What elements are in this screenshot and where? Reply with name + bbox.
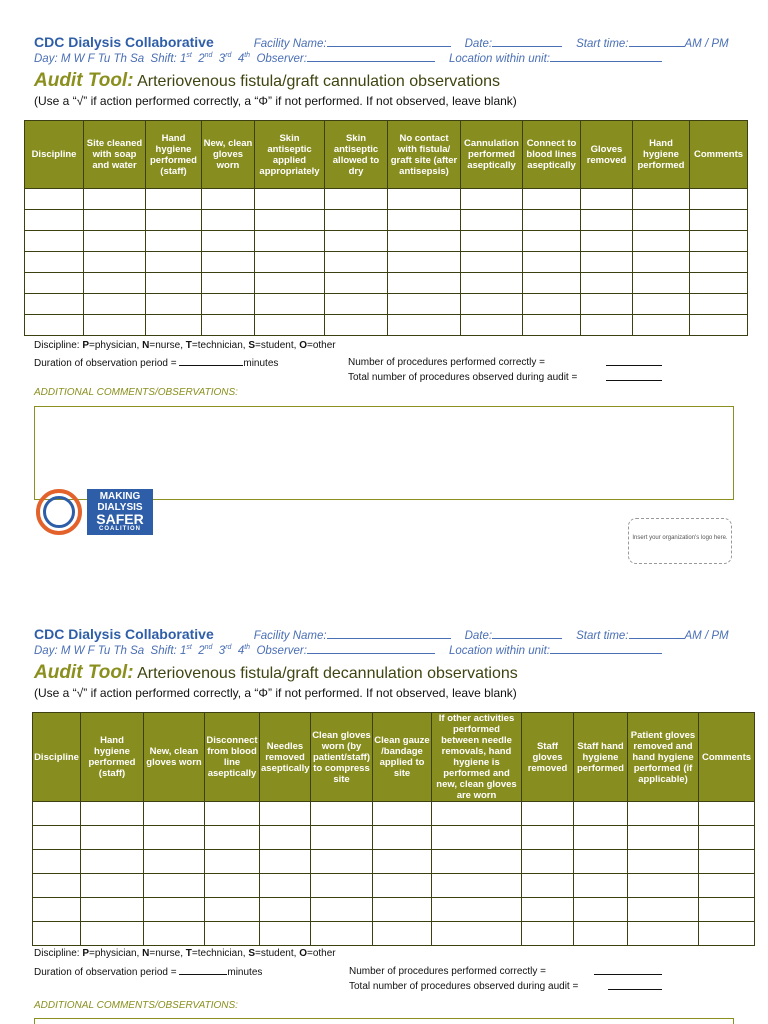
table-cell[interactable] — [255, 273, 325, 294]
column-header-patient-gloves-removed-and-hand-hygiene-: Patient gloves removed and hand hygiene performed (if applicable) — [628, 713, 699, 802]
total-count-line: Total number of procedures observed during audit = — [349, 981, 579, 992]
table-cell[interactable] — [574, 802, 628, 826]
header-line-2 — [34, 644, 662, 657]
table-cell[interactable] — [581, 315, 633, 336]
table-cell[interactable] — [202, 252, 255, 273]
table-row — [25, 273, 748, 294]
table-cell[interactable] — [581, 294, 633, 315]
table-cell[interactable] — [81, 850, 144, 874]
audit-tool-tag: Audit Tool: — [34, 662, 134, 683]
observation-table — [24, 120, 748, 336]
total-count-line: Total number of procedures observed during audit = — [348, 372, 578, 383]
correct-count-line: Number of procedures performed correctly = — [348, 357, 546, 368]
column-header-skin-antiseptic-allowed-to-dry: Skin antiseptic allowed to dry — [325, 121, 388, 189]
column-header-disconnect-from-blood-line-aseptically: Disconnect from blood line aseptically — [205, 713, 260, 802]
column-header-site-cleaned-with-soap-and-water: Site cleaned with soap and water — [84, 121, 146, 189]
correct-count-field-wrap — [606, 357, 662, 369]
legend-code: S — [248, 948, 255, 959]
duration-line: Duration of observation period = minutes — [34, 358, 279, 369]
total-count-field-wrap — [608, 981, 662, 993]
table-cell[interactable] — [581, 189, 633, 210]
table-cell[interactable] — [699, 850, 755, 874]
location-label: Location within unit: — [448, 53, 550, 65]
table-cell[interactable] — [311, 850, 373, 874]
legend-code: T — [185, 340, 192, 351]
table-cell[interactable] — [81, 802, 144, 826]
table-cell[interactable] — [574, 874, 628, 898]
header-line-1 — [34, 34, 729, 50]
legend-text: =technician, — [191, 948, 249, 959]
table-cell[interactable] — [690, 189, 748, 210]
table-cell[interactable] — [633, 210, 690, 231]
legend-code: T — [185, 948, 192, 959]
total-count-field[interactable] — [608, 981, 662, 990]
table-cell[interactable] — [146, 231, 202, 252]
table-row — [33, 898, 755, 922]
table-cell[interactable] — [325, 294, 388, 315]
days-options[interactable]: M W F Tu Th Sa — [60, 645, 145, 657]
table-cell[interactable] — [255, 252, 325, 273]
table-cell[interactable] — [388, 189, 461, 210]
table-cell[interactable] — [461, 294, 523, 315]
column-header-if-other-activities-performed-between-ne: If other activities performed between needle removals, hand hygiene is performed and new, clean gloves are worn — [432, 713, 522, 802]
correct-count-line: Number of procedures performed correctly = — [349, 966, 547, 977]
legend-text: =nurse, — [149, 340, 186, 351]
table-cell[interactable] — [461, 189, 523, 210]
shift-2[interactable]: 2nd — [198, 52, 213, 65]
table-cell[interactable] — [325, 189, 388, 210]
table-cell[interactable] — [33, 898, 81, 922]
table-cell[interactable] — [628, 922, 699, 946]
table-cell[interactable] — [311, 874, 373, 898]
table-cell[interactable] — [202, 231, 255, 252]
table-cell[interactable] — [25, 294, 84, 315]
table-cell[interactable] — [628, 826, 699, 850]
facility-label: Facility Name: — [253, 630, 327, 642]
table-cell[interactable] — [325, 252, 388, 273]
shift-4[interactable]: 4th — [237, 52, 251, 65]
instructions: (Use a “√” if action performed correctly, a “Φ” if not performed. If not observed, leave blank) — [34, 686, 517, 700]
facility-name-field[interactable] — [327, 629, 451, 639]
table-cell[interactable] — [255, 294, 325, 315]
legend-text: Discipline: — [34, 340, 83, 351]
table-cell[interactable] — [432, 898, 522, 922]
table-cell[interactable] — [633, 189, 690, 210]
brand-name: CDC Dialysis Collaborative — [34, 626, 214, 642]
brand-name: CDC Dialysis Collaborative — [34, 34, 214, 50]
table-cell[interactable] — [325, 273, 388, 294]
table-cell[interactable] — [33, 826, 81, 850]
table-cell[interactable] — [255, 315, 325, 336]
table-cell[interactable] — [205, 850, 260, 874]
table-cell[interactable] — [260, 922, 311, 946]
table-cell[interactable] — [633, 252, 690, 273]
legend-code: O — [299, 340, 307, 351]
table-cell[interactable] — [628, 874, 699, 898]
table-cell[interactable] — [432, 850, 522, 874]
table-row — [25, 315, 748, 336]
table-cell[interactable] — [33, 850, 81, 874]
table-cell[interactable] — [432, 802, 522, 826]
date-field[interactable] — [492, 629, 562, 639]
table-cell[interactable] — [522, 898, 574, 922]
table-cell[interactable] — [144, 874, 205, 898]
legend-text: =physician, — [89, 948, 143, 959]
table-cell[interactable] — [432, 874, 522, 898]
start-time-label: Start time: — [576, 38, 629, 50]
table-cell[interactable] — [432, 922, 522, 946]
column-header-cannulation-performed-aseptically: Cannulation performed aseptically — [461, 121, 523, 189]
table-cell[interactable] — [202, 210, 255, 231]
observer-label: Observer: — [256, 645, 307, 657]
table-cell[interactable] — [388, 294, 461, 315]
table-cell[interactable] — [84, 210, 146, 231]
table-row — [25, 294, 748, 315]
total-count-field[interactable] — [606, 372, 662, 381]
table-row — [25, 252, 748, 273]
title-text: Arteriovenous fistula/graft decannulation observations — [137, 665, 518, 682]
table-cell[interactable] — [461, 252, 523, 273]
day-label: Day: — [34, 645, 58, 657]
logo-placeholder[interactable]: Insert your organization's logo here. — [628, 518, 732, 564]
table-cell[interactable] — [255, 210, 325, 231]
table-row — [33, 874, 755, 898]
header-line-1 — [34, 626, 729, 642]
table-cell[interactable] — [255, 189, 325, 210]
header-line-2 — [34, 52, 662, 65]
table-cell[interactable] — [311, 802, 373, 826]
day-label: Day: — [34, 53, 58, 65]
table-cell[interactable] — [25, 252, 84, 273]
table-cell[interactable] — [522, 802, 574, 826]
table-row — [25, 189, 748, 210]
am-pm-label: AM / PM — [684, 38, 729, 50]
shift-3[interactable]: 3rd — [218, 52, 232, 65]
table-cell[interactable] — [388, 252, 461, 273]
table-cell[interactable] — [84, 189, 146, 210]
table-cell[interactable] — [523, 294, 581, 315]
table-cell[interactable] — [33, 874, 81, 898]
table-row — [33, 802, 755, 826]
total-count-field-wrap — [606, 372, 662, 384]
observer-field[interactable] — [307, 52, 435, 62]
table-row — [33, 826, 755, 850]
am-pm-label: AM / PM — [684, 630, 729, 642]
table-cell[interactable] — [690, 315, 748, 336]
table-cell[interactable] — [574, 898, 628, 922]
column-header-new-clean-gloves-worn: New, clean gloves worn — [144, 713, 205, 802]
table-cell[interactable] — [311, 826, 373, 850]
table-cell[interactable] — [690, 294, 748, 315]
table-cell[interactable] — [523, 252, 581, 273]
column-header-hand-hygiene-performed-staff: Hand hygiene performed (staff) — [146, 121, 202, 189]
column-header-clean-gloves-worn-by-patient-staff-to-co: Clean gloves worn (by patient/staff) to compress site — [311, 713, 373, 802]
column-header-new-clean-gloves-worn: New, clean gloves worn — [202, 121, 255, 189]
table-row — [25, 231, 748, 252]
table-cell[interactable] — [523, 315, 581, 336]
table-cell[interactable] — [33, 802, 81, 826]
table-cell[interactable] — [699, 826, 755, 850]
duration-line: Duration of observation period = minutes — [34, 967, 263, 978]
table-cell[interactable] — [144, 850, 205, 874]
table-cell[interactable] — [628, 850, 699, 874]
column-header-needles-removed-aseptically: Needles removed aseptically — [260, 713, 311, 802]
table-cell[interactable] — [146, 210, 202, 231]
column-header-no-contact-with-fistula-graft-site-after: No contact with fistula/ graft site (after antisepsis) — [388, 121, 461, 189]
table-cell[interactable] — [461, 210, 523, 231]
table-cell[interactable] — [373, 826, 432, 850]
shift-2[interactable]: 2nd — [198, 644, 213, 657]
table-cell[interactable] — [202, 294, 255, 315]
table-cell[interactable] — [690, 273, 748, 294]
table-cell[interactable] — [523, 210, 581, 231]
table-cell[interactable] — [81, 826, 144, 850]
column-header-skin-antiseptic-applied-appropriately: Skin antiseptic applied appropriately — [255, 121, 325, 189]
table-row — [33, 922, 755, 946]
table-cell[interactable] — [311, 922, 373, 946]
shift-label: Shift: — [150, 645, 177, 657]
discipline-legend — [34, 948, 336, 959]
additional-comments-box[interactable] — [34, 1018, 734, 1024]
table-header-row — [33, 713, 755, 802]
column-header-staff-hand-hygiene-performed: Staff hand hygiene performed — [574, 713, 628, 802]
duration-field[interactable] — [179, 966, 227, 975]
table-cell[interactable] — [388, 210, 461, 231]
table-cell[interactable] — [25, 210, 84, 231]
title-text: Arteriovenous fistula/graft cannulation observations — [137, 73, 500, 90]
table-cell[interactable] — [205, 922, 260, 946]
legend-text: =physician, — [89, 340, 143, 351]
table-cell[interactable] — [690, 210, 748, 231]
legend-code: P — [82, 340, 90, 351]
table-cell[interactable] — [202, 189, 255, 210]
shift-1[interactable]: 1st — [179, 644, 192, 657]
discipline-legend — [34, 340, 336, 351]
table-cell[interactable] — [581, 273, 633, 294]
duration-field[interactable] — [179, 357, 243, 366]
legend-text: =nurse, — [149, 948, 186, 959]
table-cell[interactable] — [574, 850, 628, 874]
table-cell[interactable] — [373, 922, 432, 946]
table-cell[interactable] — [699, 802, 755, 826]
shift-4[interactable]: 4th — [237, 644, 251, 657]
legend-text: =student, — [255, 340, 300, 351]
table-cell[interactable] — [432, 826, 522, 850]
shift-3[interactable]: 3rd — [218, 644, 232, 657]
legend-code: N — [142, 948, 150, 959]
facility-label: Facility Name: — [253, 38, 327, 50]
correct-count-field[interactable] — [594, 966, 662, 975]
table-cell[interactable] — [522, 922, 574, 946]
table-cell[interactable] — [581, 252, 633, 273]
observer-label: Observer: — [256, 53, 307, 65]
facility-name-field[interactable] — [327, 37, 451, 47]
additional-comments-label: ADDITIONAL COMMENTS/OBSERVATIONS: — [34, 1000, 238, 1011]
table-cell[interactable] — [581, 210, 633, 231]
table-cell[interactable] — [373, 898, 432, 922]
location-label: Location within unit: — [448, 645, 550, 657]
making-dialysis-safer-logo: MAKING DIALYSIS SAFER COALITION — [34, 486, 154, 538]
table-cell[interactable] — [25, 273, 84, 294]
section-title — [34, 662, 518, 684]
table-cell[interactable] — [260, 850, 311, 874]
legend-text: Discipline: — [34, 948, 83, 959]
table-cell[interactable] — [81, 922, 144, 946]
column-header-discipline: Discipline — [33, 713, 81, 802]
audit-tool-tag: Audit Tool: — [34, 70, 134, 91]
column-header-gloves-removed: Gloves removed — [581, 121, 633, 189]
table-cell[interactable] — [255, 231, 325, 252]
table-cell[interactable] — [81, 874, 144, 898]
table-cell[interactable] — [325, 210, 388, 231]
table-cell[interactable] — [144, 922, 205, 946]
table-row — [25, 210, 748, 231]
table-cell[interactable] — [522, 850, 574, 874]
table-cell[interactable] — [574, 922, 628, 946]
table-cell[interactable] — [699, 874, 755, 898]
table-cell[interactable] — [84, 273, 146, 294]
table-cell[interactable] — [146, 294, 202, 315]
table-cell[interactable] — [84, 252, 146, 273]
table-cell[interactable] — [260, 874, 311, 898]
legend-code: N — [142, 340, 150, 351]
table-cell[interactable] — [144, 898, 205, 922]
observation-table — [32, 712, 755, 946]
table-cell[interactable] — [461, 273, 523, 294]
logo-inner-ring-icon — [43, 496, 75, 528]
table-cell[interactable] — [690, 231, 748, 252]
date-label: Date: — [464, 38, 493, 50]
column-header-staff-gloves-removed: Staff gloves removed — [522, 713, 574, 802]
table-cell[interactable] — [522, 826, 574, 850]
days-options[interactable]: M W F Tu Th Sa — [60, 53, 145, 65]
table-cell[interactable] — [260, 802, 311, 826]
table-cell[interactable] — [260, 898, 311, 922]
location-field[interactable] — [550, 644, 662, 654]
table-cell[interactable] — [699, 922, 755, 946]
correct-count-field[interactable] — [606, 357, 662, 366]
table-cell[interactable] — [25, 189, 84, 210]
start-time-field[interactable] — [629, 629, 685, 639]
table-cell[interactable] — [388, 273, 461, 294]
column-header-hand-hygiene-performed-staff: Hand hygiene performed (staff) — [81, 713, 144, 802]
table-cell[interactable] — [388, 315, 461, 336]
table-cell[interactable] — [205, 874, 260, 898]
table-cell[interactable] — [325, 231, 388, 252]
table-cell[interactable] — [84, 231, 146, 252]
location-field[interactable] — [550, 52, 662, 62]
legend-code: S — [248, 340, 255, 351]
column-header-comments: Comments — [690, 121, 748, 189]
date-label: Date: — [464, 630, 493, 642]
table-cell[interactable] — [202, 315, 255, 336]
column-header-clean-gauze-bandage-applied-to-site: Clean gauze /bandage applied to site — [373, 713, 432, 802]
table-cell[interactable] — [144, 802, 205, 826]
table-cell[interactable] — [144, 826, 205, 850]
table-cell[interactable] — [84, 294, 146, 315]
table-cell[interactable] — [522, 874, 574, 898]
table-cell[interactable] — [311, 898, 373, 922]
observer-field[interactable] — [307, 644, 435, 654]
legend-text: =other — [306, 948, 336, 959]
table-cell[interactable] — [146, 189, 202, 210]
table-cell[interactable] — [628, 898, 699, 922]
legend-text: =student, — [255, 948, 300, 959]
table-cell[interactable] — [205, 802, 260, 826]
table-cell[interactable] — [25, 231, 84, 252]
table-cell[interactable] — [633, 315, 690, 336]
shift-label: Shift: — [150, 53, 177, 65]
column-header-comments: Comments — [699, 713, 755, 802]
table-cell[interactable] — [325, 315, 388, 336]
table-cell[interactable] — [373, 802, 432, 826]
column-header-connect-to-blood-lines-aseptically: Connect to blood lines aseptically — [523, 121, 581, 189]
table-cell[interactable] — [84, 315, 146, 336]
table-cell[interactable] — [523, 231, 581, 252]
shift-1[interactable]: 1st — [179, 52, 192, 65]
table-cell[interactable] — [633, 294, 690, 315]
column-header-hand-hygiene-performed: Hand hygiene performed — [633, 121, 690, 189]
table-cell[interactable] — [146, 252, 202, 273]
date-field[interactable] — [492, 37, 562, 47]
table-cell[interactable] — [205, 826, 260, 850]
table-cell[interactable] — [25, 315, 84, 336]
table-cell[interactable] — [628, 802, 699, 826]
table-cell[interactable] — [373, 874, 432, 898]
section-title — [34, 70, 500, 92]
table-cell[interactable] — [81, 898, 144, 922]
legend-code: P — [82, 948, 90, 959]
table-cell[interactable] — [146, 315, 202, 336]
additional-comments-label: ADDITIONAL COMMENTS/OBSERVATIONS: — [34, 387, 238, 398]
column-header-discipline: Discipline — [25, 121, 84, 189]
start-time-label: Start time: — [576, 630, 629, 642]
table-cell[interactable] — [690, 252, 748, 273]
table-cell[interactable] — [373, 850, 432, 874]
table-cell[interactable] — [33, 922, 81, 946]
table-cell[interactable] — [699, 898, 755, 922]
legend-text: =technician, — [191, 340, 249, 351]
table-cell[interactable] — [633, 231, 690, 252]
table-cell[interactable] — [388, 231, 461, 252]
legend-code: O — [299, 948, 307, 959]
instructions: (Use a “√” if action performed correctly, a “Φ” if not performed. If not observed, leave blank) — [34, 94, 517, 108]
table-cell[interactable] — [202, 273, 255, 294]
table-cell[interactable] — [581, 231, 633, 252]
table-cell[interactable] — [146, 273, 202, 294]
correct-count-field-wrap — [594, 966, 662, 978]
table-header-row — [25, 121, 748, 189]
table-cell[interactable] — [260, 826, 311, 850]
table-row — [33, 850, 755, 874]
table-cell[interactable] — [523, 273, 581, 294]
start-time-field[interactable] — [629, 37, 685, 47]
table-cell[interactable] — [461, 315, 523, 336]
table-cell[interactable] — [461, 231, 523, 252]
table-cell[interactable] — [633, 273, 690, 294]
table-cell[interactable] — [574, 826, 628, 850]
legend-text: =other — [306, 340, 336, 351]
table-cell[interactable] — [523, 189, 581, 210]
table-cell[interactable] — [205, 898, 260, 922]
